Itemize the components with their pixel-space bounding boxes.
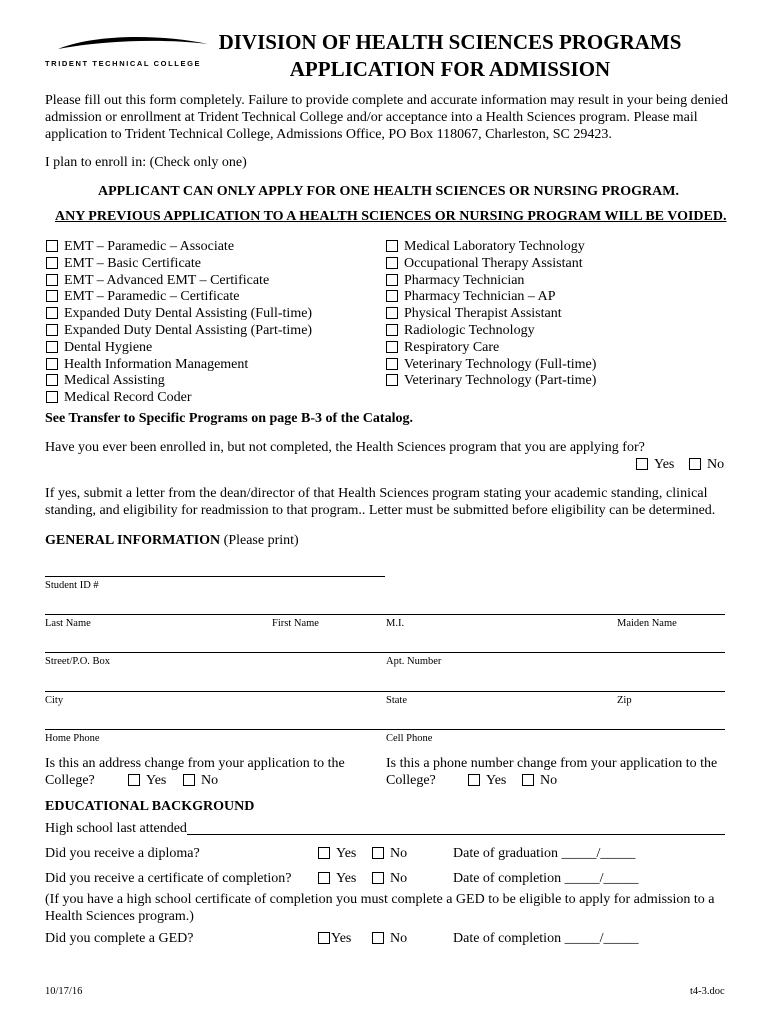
phone-change-no-option[interactable]: No	[522, 773, 557, 789]
phone-change-question: Is this a phone number change from your application to the	[386, 756, 718, 771]
program-checkbox[interactable]	[386, 374, 398, 386]
program-checkbox[interactable]	[386, 274, 398, 286]
program-option[interactable]	[46, 238, 234, 255]
intro-line-3: application to Trident Technical College, Admissions Office, PO Box 118067, Charleston, SC 29423.	[45, 127, 612, 142]
address-change-yes-checkbox[interactable]	[128, 774, 140, 786]
address-change-college: College?	[45, 773, 95, 788]
program-option[interactable]	[46, 322, 312, 339]
ged-no-option[interactable]: No	[372, 931, 407, 947]
program-label: Health Information Management	[64, 356, 249, 372]
general-info-heading: GENERAL INFORMATION (Please print)	[45, 533, 299, 548]
no-label: No	[707, 457, 725, 472]
program-label: EMT – Paramedic – Certificate	[64, 289, 240, 305]
program-label: Dental Hygiene	[64, 339, 153, 355]
address-change-no-checkbox[interactable]	[183, 774, 195, 786]
program-label: Veterinary Technology (Part-time)	[404, 373, 597, 389]
program-option[interactable]	[46, 288, 239, 305]
page-subtitle: APPLICATION FOR ADMISSION	[289, 57, 611, 81]
program-checkbox[interactable]	[46, 374, 58, 386]
program-option[interactable]	[386, 339, 499, 356]
program-label: Veterinary Technology (Full-time)	[404, 356, 597, 372]
certificate-no-option[interactable]: No	[372, 871, 407, 887]
first-name-label: First Name	[272, 618, 319, 629]
certificate-yes-option[interactable]: Yes	[318, 871, 356, 887]
program-checkbox[interactable]	[386, 324, 398, 336]
program-checkbox[interactable]	[386, 240, 398, 252]
program-label: Medical Record Coder	[64, 390, 192, 406]
transfer-note: See Transfer to Specific Programs on page B-3 of the Catalog.	[45, 411, 413, 426]
street-label: Street/P.O. Box	[45, 656, 111, 667]
program-option[interactable]	[46, 389, 192, 406]
ged-date-field[interactable]: Date of completion _____/_____	[453, 931, 639, 946]
program-label: Medical Assisting	[64, 373, 165, 389]
program-checkbox[interactable]	[46, 240, 58, 252]
program-option[interactable]	[386, 238, 585, 255]
program-option[interactable]	[386, 255, 583, 272]
program-checkbox[interactable]	[386, 341, 398, 353]
enrolled-yes-checkbox[interactable]	[636, 458, 648, 470]
home-phone-label: Home Phone	[45, 733, 100, 744]
program-option[interactable]	[386, 272, 524, 289]
cell-phone-label: Cell Phone	[386, 733, 433, 744]
city-label: City	[45, 695, 64, 706]
address-change-no-option[interactable]: No	[183, 773, 218, 789]
program-label: Respiratory Care	[404, 339, 500, 355]
address-change-question: Is this an address change from your application to the	[45, 756, 345, 771]
program-label: Expanded Duty Dental Assisting (Full-time)	[64, 306, 313, 322]
ged-no-checkbox[interactable]	[372, 932, 384, 944]
letter-instruction-2: standing, and eligibility for readmission to that program.. Letter must be submitted before eligibility can be determined.	[45, 503, 716, 518]
ged-yes-option[interactable]: Yes	[318, 931, 351, 947]
program-checkbox[interactable]	[46, 358, 58, 370]
program-checkbox[interactable]	[46, 324, 58, 336]
program-checkbox[interactable]	[46, 257, 58, 269]
program-checkbox[interactable]	[386, 257, 398, 269]
city-line[interactable]	[45, 691, 725, 692]
phone-change-no-checkbox[interactable]	[522, 774, 534, 786]
student-id-label: Student ID #	[45, 580, 99, 591]
program-label: Expanded Duty Dental Assisting (Part-time)	[64, 323, 313, 338]
program-option[interactable]	[46, 255, 201, 272]
program-option[interactable]	[386, 356, 596, 373]
voided-notice: ANY PREVIOUS APPLICATION TO A HEALTH SCIENCES OR NURSING PROGRAM WILL BE VOIDED.	[55, 209, 727, 224]
program-label: Medical Laboratory Technology	[404, 239, 585, 254]
program-label: EMT – Paramedic – Associate	[64, 239, 235, 254]
program-label: Pharmacy Technician – AP	[404, 289, 556, 305]
program-label: Occupational Therapy Assistant	[404, 255, 583, 271]
program-label: EMT – Advanced EMT – Certificate	[64, 272, 270, 288]
completion-date-field[interactable]: Date of completion _____/_____	[453, 871, 639, 886]
program-option[interactable]	[386, 288, 556, 305]
program-option[interactable]	[386, 372, 596, 389]
phone-change-yes-option[interactable]: Yes	[468, 773, 506, 789]
high-school-line[interactable]	[187, 834, 725, 835]
diploma-question: Did you receive a diploma?	[45, 846, 200, 861]
program-label: EMT – Basic Certificate	[64, 255, 201, 271]
street-line[interactable]	[45, 652, 725, 653]
diploma-no-option[interactable]: No	[372, 846, 407, 862]
enroll-instruction: I plan to enroll in: (Check only one)	[45, 155, 247, 170]
program-label: Pharmacy Technician	[404, 272, 525, 288]
college-logo-text: TRIDENT TECHNICAL COLLEGE	[45, 59, 202, 68]
program-option[interactable]	[386, 322, 535, 339]
phone-line[interactable]	[45, 729, 725, 730]
zip-label: Zip	[617, 695, 632, 706]
intro-line-1: Please fill out this form completely. Failure to provide complete and accurate information may result in your being denied	[45, 93, 728, 108]
footer-doc-id: t4-3.doc	[690, 986, 725, 997]
footer-date: 10/17/16	[45, 986, 83, 997]
graduation-date-field[interactable]: Date of graduation _____/_____	[453, 846, 636, 861]
program-option[interactable]	[386, 305, 562, 322]
program-label: Physical Therapist Assistant	[404, 306, 562, 322]
program-option[interactable]	[46, 305, 312, 322]
program-checkbox[interactable]	[386, 358, 398, 370]
program-checkbox[interactable]	[46, 341, 58, 353]
program-label: Radiologic Technology	[404, 323, 535, 338]
state-label: State	[386, 695, 407, 706]
maiden-name-label: Maiden Name	[617, 618, 677, 629]
enrolled-question: Have you ever been enrolled in, but not completed, the Health Sciences program that you are applying for?	[45, 440, 645, 455]
program-option[interactable]	[46, 272, 269, 289]
program-checkbox[interactable]	[386, 290, 398, 302]
program-checkbox[interactable]	[46, 391, 58, 403]
ged-question: Did you complete a GED?	[45, 931, 194, 946]
phone-change-college: College?	[386, 773, 436, 788]
program-option[interactable]	[46, 356, 248, 373]
diploma-yes-option[interactable]: Yes	[318, 846, 356, 862]
apt-label: Apt. Number	[386, 656, 442, 667]
program-checkbox[interactable]	[46, 274, 58, 286]
program-checkbox[interactable]	[46, 307, 58, 319]
mi-label: M.I.	[386, 618, 405, 629]
program-option[interactable]	[46, 339, 152, 356]
last-name-label: Last Name	[45, 618, 91, 629]
program-checkbox[interactable]	[386, 307, 398, 319]
diploma-no-checkbox[interactable]	[372, 847, 384, 859]
certificate-yes-checkbox[interactable]	[318, 872, 330, 884]
ged-note-2: Health Sciences program.)	[45, 909, 194, 924]
certificate-question: Did you receive a certificate of completion?	[45, 871, 292, 886]
phone-change-yes-checkbox[interactable]	[468, 774, 480, 786]
enrolled-yes-option[interactable]	[636, 457, 674, 473]
yes-label: Yes	[654, 457, 675, 472]
name-line[interactable]	[45, 614, 725, 615]
letter-instruction-1: If yes, submit a letter from the dean/director of that Health Sciences program stating your academic standing, clinical	[45, 486, 708, 501]
enrolled-no-option[interactable]	[689, 457, 724, 473]
ged-yes-checkbox[interactable]	[318, 932, 330, 944]
enrolled-no-checkbox[interactable]	[689, 458, 701, 470]
program-option[interactable]	[46, 372, 165, 389]
program-checkbox[interactable]	[46, 290, 58, 302]
student-id-line[interactable]	[45, 576, 385, 577]
intro-line-2: admission or enrollment at Trident Technical College and/or acceptance into a Health Sciences program. Please mail	[45, 110, 698, 125]
address-change-yes-option[interactable]: Yes	[128, 773, 166, 789]
page-title: DIVISION OF HEALTH SCIENCES PROGRAMS	[218, 30, 682, 54]
diploma-yes-checkbox[interactable]	[318, 847, 330, 859]
education-heading: EDUCATIONAL BACKGROUND	[45, 799, 255, 814]
one-program-notice: APPLICANT CAN ONLY APPLY FOR ONE HEALTH SCIENCES OR NURSING PROGRAM.	[98, 184, 679, 199]
ged-note-1: (If you have a high school certificate of completion you must complete a GED to be eligible to apply for admission to a	[45, 892, 715, 907]
high-school-label: High school last attended	[45, 821, 187, 836]
certificate-no-checkbox[interactable]	[372, 872, 384, 884]
